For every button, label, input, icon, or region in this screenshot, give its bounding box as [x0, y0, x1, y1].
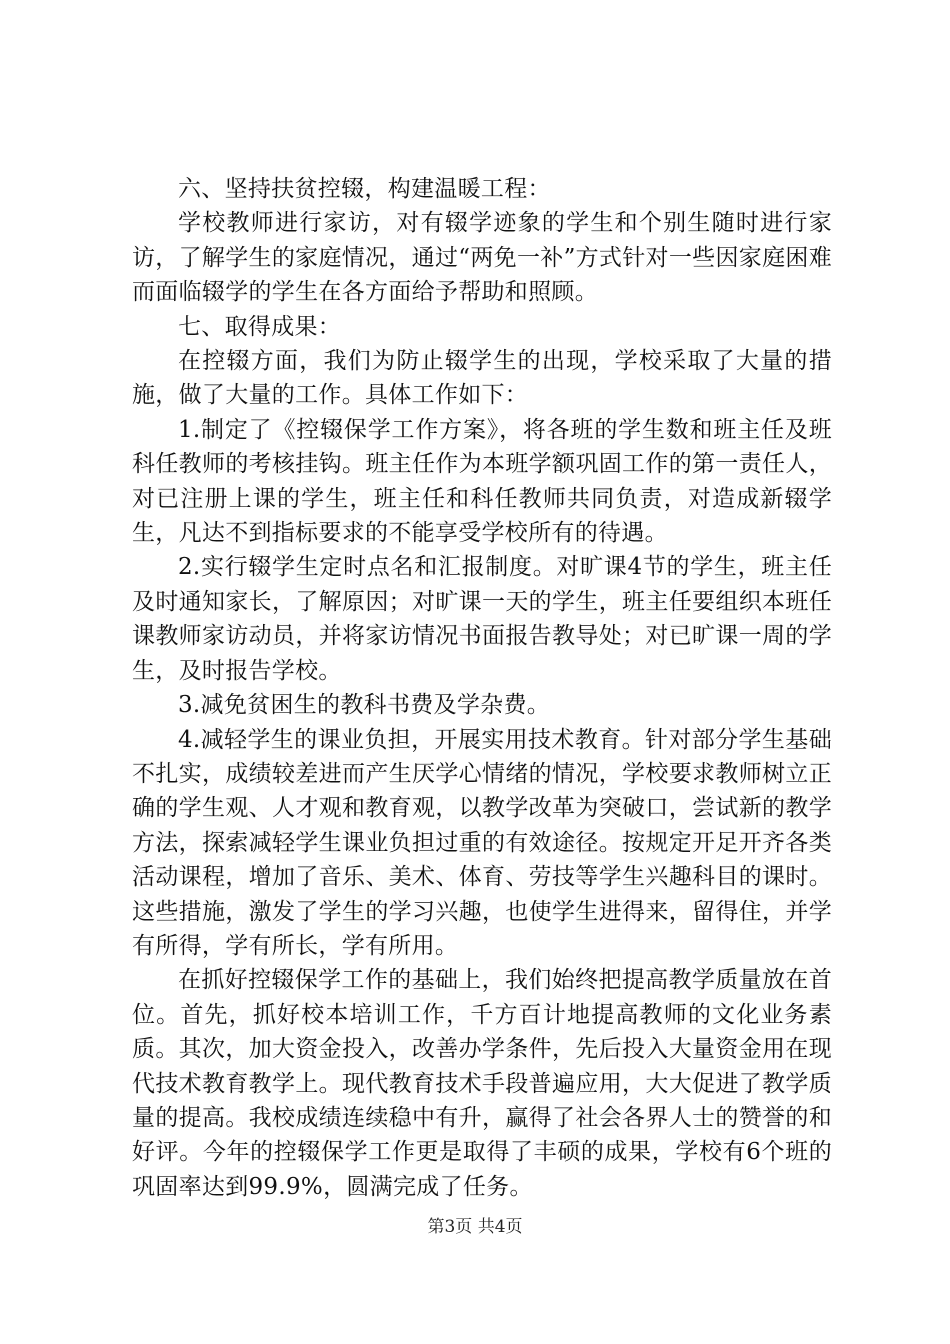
- paragraph-teaching-quality: 在抓好控辍保学工作的基础上，我们始终把提高教学质量放在首位。首先，抓好校本培训工作，千方百计地提高教师的文化业务素质。其次，加大资金投入，改善办学条件，先后投入大量资金用在现代技术教育教学上。现代教育技术手段普遍应用，大大促进了教学质量的提高。我校成绩连续稳中有升，赢得了社会各界人士的赞誉的和好评。今年的控辍保学工作更是取得了丰硕的成果，学校有6个班的巩固率达到99.9%，圆满完成了任务。: [132, 967, 832, 1200]
- list-item-4: 4.减轻学生的课业负担，开展实用技术教育。针对部分学生基础不扎实，成绩较差进而产生厌学心情绪的情况，学校要求教师树立正确的学生观、人才观和教育观，以教学改革为突破口，尝试新的教学方法，探索减轻学生课业负担过重的有效途径。按规定开足开齐各类活动课程，增加了音乐、美术、体育、劳技等学生兴趣科目的课时。这些措施，激发了学生的学习兴趣，也使学生进得来，留得住，并学有所得，学有所长，学有所用。: [132, 726, 832, 959]
- section-heading-7: 七、取得成果：: [178, 313, 342, 340]
- page-number-label: 第3页 共4页: [427, 1217, 523, 1237]
- paragraph-home-visits: 学校教师进行家访，对有辍学迹象的学生和个别生随时进行家访，了解学生的家庭情况，通过“两免一补”方式针对一些因家庭困难而面临辍学的学生在各方面给予帮助和照顾。: [132, 210, 832, 306]
- document-body: [132, 172, 832, 1204]
- paragraph-dropout-measures-intro: 在控辍方面，我们为防止辍学生的出现，学校采取了大量的措施，做了大量的工作。具体工作如下：: [132, 348, 832, 409]
- list-item-2: 2.实行辍学生定时点名和汇报制度。对旷课4节的学生，班主任及时通知家长，了解原因；对旷课一天的学生，班主任要组织本班任课教师家访动员，并将家访情况书面报告教导处；对已旷课一周的学生，及时报告学校。: [132, 554, 832, 684]
- list-item-3: 3.减免贫困生的教科书费及学杂费。: [178, 692, 551, 719]
- list-item-1: 1.制定了《控辍保学工作方案》，将各班的学生数和班主任及班科任教师的考核挂钩。班主任作为本班学额巩固工作的第一责任人，对已注册上课的学生，班主任和科任教师共同负责，对造成新辍学生，凡达不到指标要求的不能享受学校所有的待遇。: [132, 416, 832, 547]
- section-heading-6: 六、坚持扶贫控辍，构建温暖工程：: [178, 176, 551, 202]
- page-footer: [0, 1216, 950, 1238]
